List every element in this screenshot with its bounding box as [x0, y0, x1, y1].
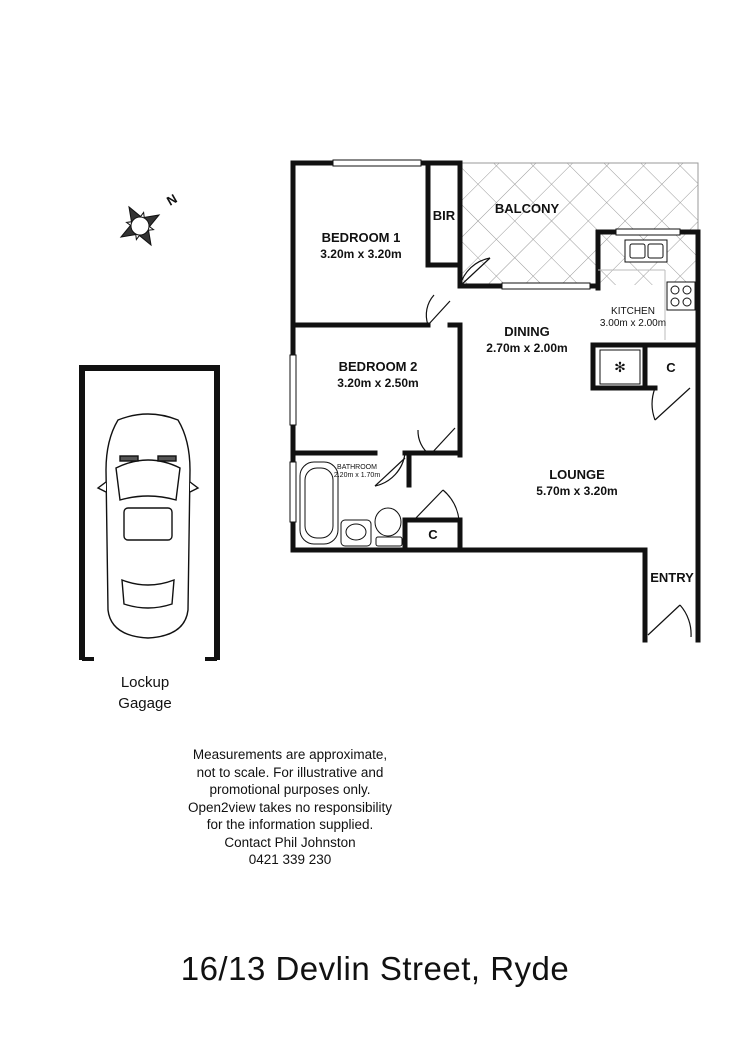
disclaimer [150, 746, 430, 869]
toilet-icon [375, 508, 401, 536]
svg-text:✻: ✻ [614, 360, 626, 376]
bathroom-size: 2.20m x 1.70m [333, 472, 381, 479]
car-icon [98, 414, 198, 638]
disclaimer-line: not to scale. For illustrative and [196, 764, 384, 780]
compass-north-label: N [164, 190, 180, 209]
garage-caption-line1: Lockup [120, 674, 170, 691]
disclaimer-line: Contact Phil Johnston [224, 834, 356, 850]
kitchen-cupboard-label: C [666, 360, 676, 375]
bath-cupboard-label: C [428, 527, 438, 542]
disclaimer-line: Open2view takes no responsibility [187, 799, 393, 815]
property-address: 16/13 Devlin Street, Ryde [180, 950, 570, 987]
disclaimer-line: for the information supplied. [206, 817, 374, 832]
cooktop-icon [667, 282, 695, 310]
bedroom2-size: 3.20m x 2.50m [337, 376, 419, 390]
bedroom1-name: BEDROOM 1 [321, 230, 401, 245]
disclaimer-line: Measurements are approximate, [192, 747, 388, 762]
lounge-size: 5.70m x 3.20m [536, 484, 618, 498]
balcony-name: BALCONY [494, 201, 560, 216]
entry-name: ENTRY [650, 570, 694, 585]
disclaimer-line: promotional purposes only. [209, 782, 371, 797]
bir-name: BIR [432, 208, 456, 223]
lounge-name: LOUNGE [549, 467, 605, 482]
kitchen-size: 3.00m x 2.00m [599, 318, 667, 329]
kitchen-name: KITCHEN [611, 306, 655, 317]
disclaimer-line: 0421 339 230 [248, 852, 332, 867]
balcony-area [460, 163, 698, 285]
bedroom1-size: 3.20m x 3.20m [320, 247, 402, 261]
compass-icon [110, 191, 180, 256]
bedroom2-name: BEDROOM 2 [338, 359, 418, 374]
dining-name: DINING [504, 324, 550, 339]
garage-caption-line2: Gagage [118, 695, 172, 712]
bathroom-name: BATHROOM [337, 464, 377, 471]
garage-caption [70, 672, 220, 714]
dining-size: 2.70m x 2.00m [486, 341, 568, 355]
garage [82, 368, 217, 660]
